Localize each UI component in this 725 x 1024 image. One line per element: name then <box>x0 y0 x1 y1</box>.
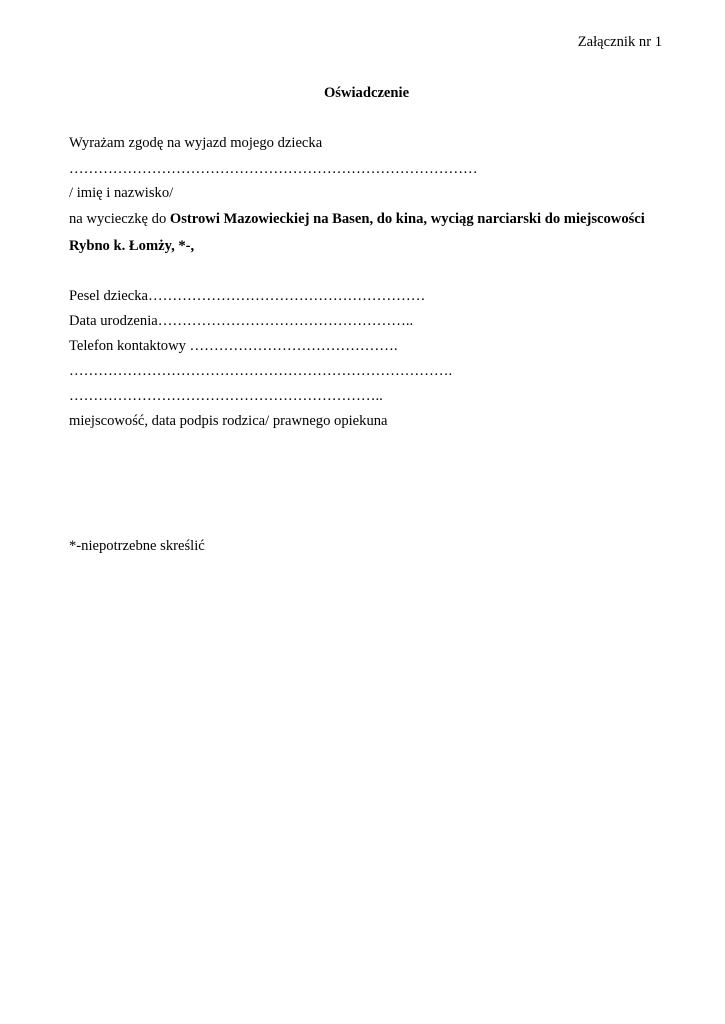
signature-caption: miejscowość, data podpis rodzica/ prawnego opiekuna <box>69 413 388 429</box>
trip-destination: Ostrowi Mazowieckiej na Basen, do kina, wyciąg narciarski do miejscowości <box>169 211 645 227</box>
phone-line: Telefon kontaktowy ……………………………………. <box>69 338 398 354</box>
signature-dots-2: ……………………………………………………….. <box>69 388 383 404</box>
signature-dots-1: ……………………………………………………………………. <box>69 363 453 379</box>
trip-line-1 <box>69 210 645 228</box>
child-name-caption: / imię i nazwisko/ <box>69 185 174 201</box>
attachment-label: Załącznik nr 1 <box>577 34 662 50</box>
trip-prefix: na wycieczkę do <box>69 211 170 227</box>
footnote: *-niepotrzebne skreślić <box>69 538 205 554</box>
pesel-line: Pesel dziecka………………………………………………… <box>69 288 426 304</box>
trip-line-2: Rybno k. Łomży, *-, <box>69 238 195 254</box>
birth-date-line: Data urodzenia…………………………………………….. <box>69 313 414 329</box>
child-name-dots: ………………………………………………………………………… <box>69 161 478 177</box>
consent-line: Wyrażam zgodę na wyjazd mojego dziecka <box>69 135 323 151</box>
document-title: Oświadczenie <box>323 85 410 101</box>
